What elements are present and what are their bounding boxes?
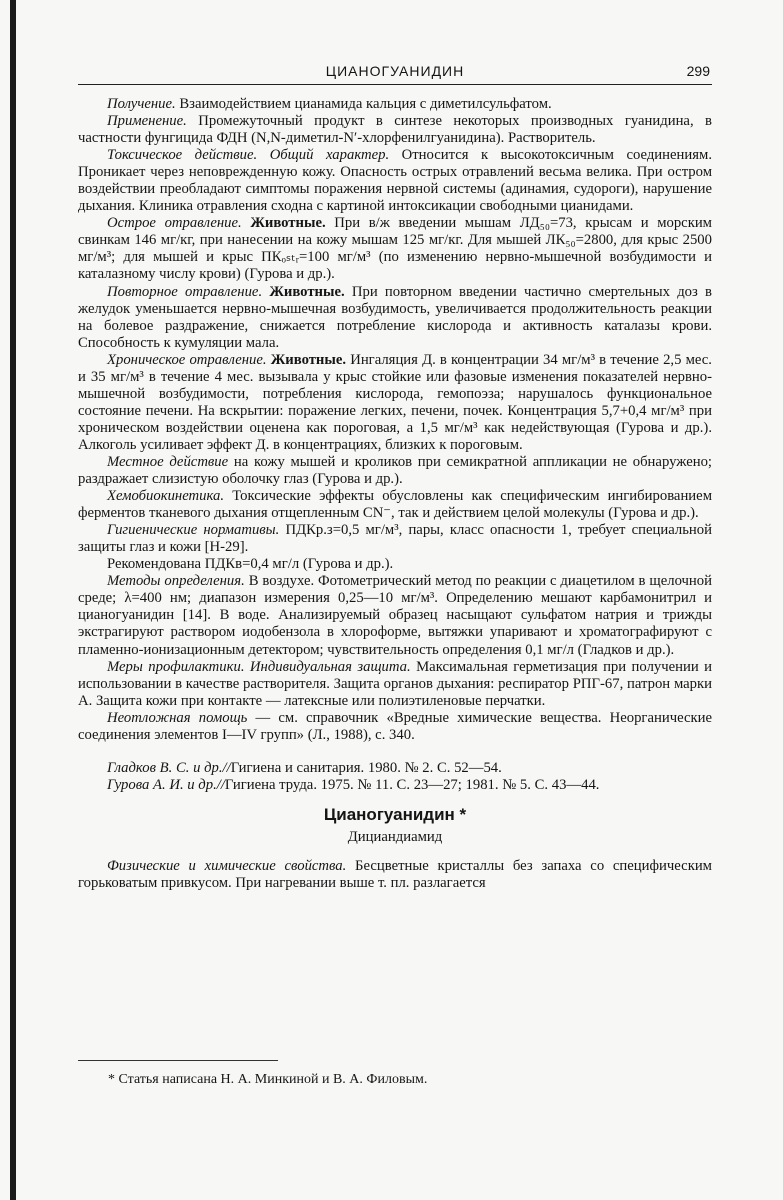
paragraph-preparation <box>78 96 712 113</box>
paragraph-label: Хроническое отравление. <box>107 351 267 368</box>
footnote: * Статья написана Н. А. Минкиной и В. А. Филовым. <box>108 1072 428 1087</box>
paragraph-text: Рекомендована ПДКв=0,4 мг/л (Гурова и др.). <box>107 556 394 573</box>
reference-item <box>78 760 712 777</box>
paragraph-acute <box>78 215 712 283</box>
paragraph-chemobiokinetics <box>78 488 712 522</box>
paragraph-label: Меры профилактики. Индивидуальная защита. <box>107 658 411 675</box>
section-title: Цианогуанидин * <box>323 804 467 824</box>
paragraph-label: Местное действие <box>107 453 229 470</box>
paragraph-application <box>78 113 712 147</box>
paragraph-repeated <box>78 284 712 352</box>
paragraph-text: При в/ж введении мышам ЛД₅₀=73, крысам и морским свинкам 146 мг/кг, при нанесении на кожу мышам 125 мг/кг. Для мышей ЛК₅₀=2800, для крыс 2500 мг/м³; для мышей и крыс ПКₒₛₜᵣ=100 мг/м³ (по изменению нервно-мышечной возбудимости и каталазному числу крови) (Гурова и др.). <box>78 215 712 283</box>
paragraph-label: Гигиенические нормативы. <box>107 522 280 539</box>
running-title: ЦИАНОГУАНИДИН <box>325 63 465 79</box>
footnote-divider <box>78 1060 278 1061</box>
paragraph-label: Неотложная помощь <box>107 709 248 726</box>
paragraph-text: на кожу мышей и кроликов при семикратной аппликации не обнаружено; раздражает слизистую оболочку глаз (Гурова и др.). <box>78 453 712 488</box>
paragraph-text: В воздухе. Фотометрический метод по реакции с диацетилом в щелочной среде; λ=400 нм; диапазон измерения 0,25—10 мг/м³. Определению мешают карбамонитрил и цианогуанидин [14]. В воде. Анализируемый образец насыщают сульфатом натрия и трижды экстрагируют раствором иодобензола в хлороформе, вытяжки упаривают и хроматографируют с пламенно-ионизационным детектором; чувствительность определения 0,1 мг/л (Гладков и др.). <box>78 573 712 658</box>
paragraph-label: Получение. <box>107 96 176 112</box>
paragraph-label: Острое отравление. <box>107 215 242 232</box>
paragraph-label: Токсическое действие. Общий характер. <box>107 147 390 164</box>
paragraph-bold: Животные. <box>262 283 345 300</box>
paragraph-text: Ингаляция Д. в концентрации 34 мг/м³ в течение 2,5 мес. и 35 мг/м³ в течение 4 мес. вызывала у крыс стойкие или фазовые изменения показателей нервно-мышечной возбудимости, потребления кислорода, гемопоэза; нарушалось функциональное состояние печени. На вскрытии: поражение легких, печени, почек. Концентрация 5,7+0,4 мг/м³ при хроническом воздействии оценена как пороговая, а 1,5 мг/м³ как недействующая (Гурова и др.). Алкоголь усиливает эффект Д. в концентрациях, близких к пороговым. <box>78 351 712 453</box>
paragraph-label: Методы определения. <box>107 573 245 590</box>
paragraph-chronic <box>78 352 712 454</box>
reference-text: Гигиена и санитария. 1980. № 2. С. 52—54. <box>230 759 502 776</box>
paragraph-text: При повторном введении частично смертельных доз в желудок уменьшается нервно-мышечная возбудимость, увеличивается продолжительность реакции на болевое раздражение, снижается потребление кислорода и активность каталазы крови. Способность к кумуляции мала. <box>78 283 712 351</box>
paragraph-methods <box>78 573 712 658</box>
paragraph-label: Хемобиокинетика. <box>107 488 225 505</box>
paragraph-local <box>78 454 712 488</box>
paragraph-text: Бесцветные кристаллы без запаха со специфическим горьковатым привкусом. При нагревании выше т. пл. разлагается <box>78 857 712 892</box>
reference-item <box>78 777 712 794</box>
paragraph-text: Относится к высокотоксичным соединениям. Проникает через неповрежденную кожу. Опасность острых отравлений весьма велика. При остром воздействии преобладают симптомы поражения нервной системы (адинамия, судороги), нарушение дыхания. Клиника отравления сходна с картиной интоксикации свободными цианидами. <box>78 147 712 215</box>
binding-edge <box>10 0 16 1200</box>
paragraph-hygiene-norms <box>78 522 712 556</box>
paragraph-text: Токсические эффекты обусловлены как специфическим ингибированием ферментов тканевого дыхания отщепленным CN⁻, так и действием целой молекулы (Гурова и др.). <box>78 488 712 522</box>
paragraph-label: Физические и химические свойства. <box>107 857 347 874</box>
paragraph-toxic-general <box>78 147 712 215</box>
reference-authors: Гладков В. С. и др.// <box>107 759 231 776</box>
paragraph-text: ПДКр.з=0,5 мг/м³, пары, класс опасности 1, требует специальной защиты глаз и кожи [Н-29]. <box>78 522 712 556</box>
paragraph-bold: Животные. <box>266 351 347 368</box>
paragraph-text: Промежуточный продукт в синтезе некоторых производных гуанидина, в частности фунгицида ФДН (N,N-диметил-N′-хлорфенилгуанидина). Растворитель. <box>78 113 712 147</box>
reference-authors: Гурова А. И. и др.// <box>107 776 225 793</box>
paragraph-first-aid <box>78 710 712 744</box>
running-header <box>78 62 712 85</box>
page-number: 299 <box>686 63 710 79</box>
section-subtitle: Дициандиамид <box>347 828 443 845</box>
paragraph-bold: Животные. <box>241 215 326 232</box>
paragraph-label: Повторное отравление. <box>107 283 263 300</box>
paragraph-label: Применение. <box>107 113 187 130</box>
paragraph-text: Взаимодействием цианамида кальция с диметилсульфатом. <box>175 96 552 112</box>
paragraph-prevention <box>78 659 712 710</box>
paragraph-text: Максимальная герметизация при получении и использовании в качестве растворителя. Защита органов дыхания: респиратор РПГ-67, патрон марки А. Защита кожи при контакте — латексные или полиэтиленовые перчатки. <box>78 658 713 709</box>
reference-text: Гигиена труда. 1975. № 11. С. 23—27; 1981. № 5. С. 43—44. <box>224 776 600 793</box>
paragraph-text: — см. справочник «Вредные химические вещества. Неорганические соединения элементов I—IV групп» (Л., 1988), с. 340. <box>78 709 712 743</box>
article-body <box>78 96 712 892</box>
paragraph-physical-properties <box>78 858 712 892</box>
paragraph-recommended <box>78 556 712 573</box>
